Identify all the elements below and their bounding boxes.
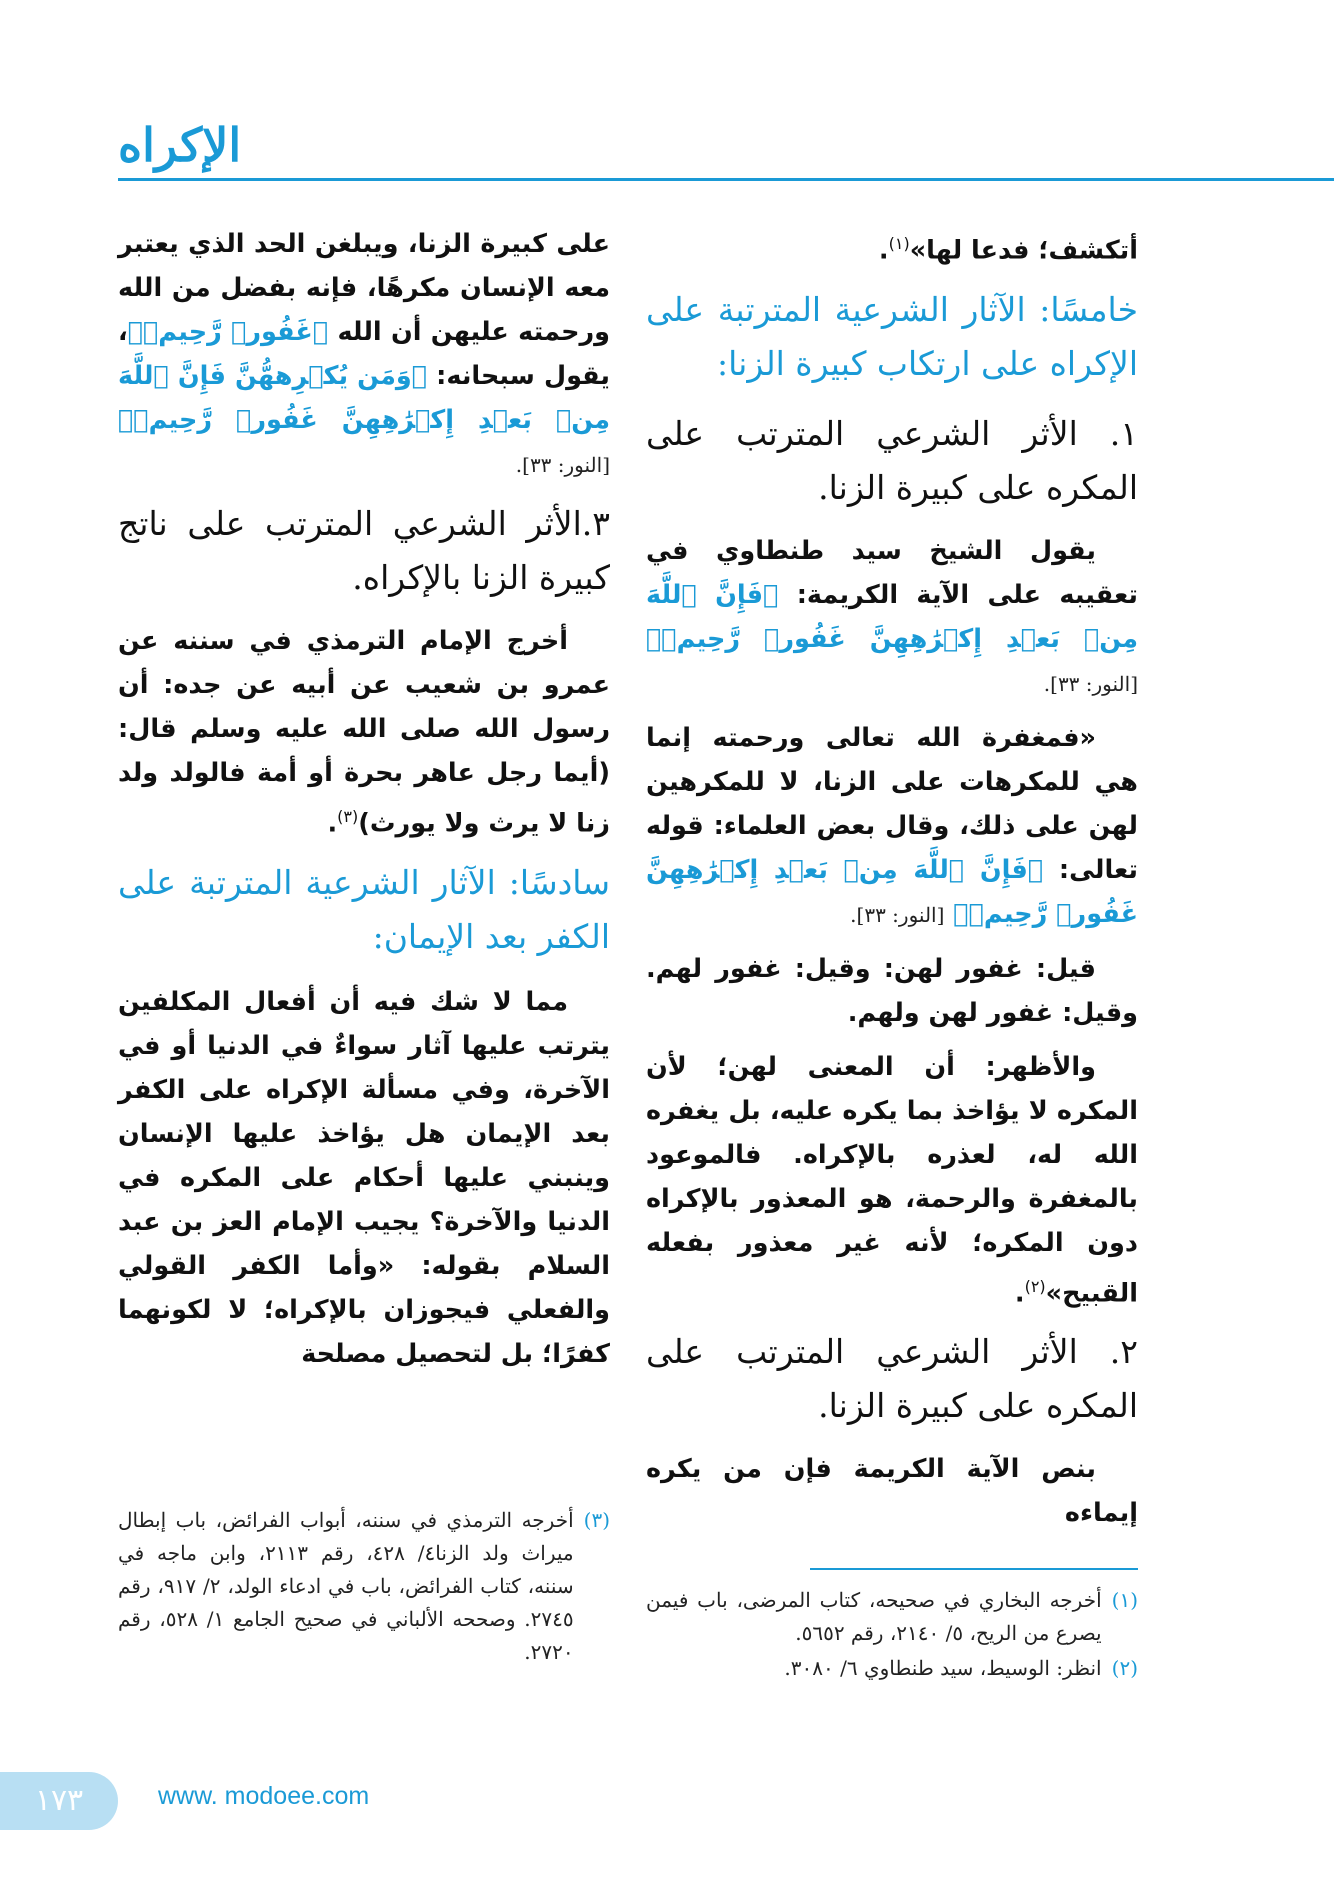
- footnote-item: [646, 1584, 1138, 1650]
- page-title: الإكراه: [118, 118, 242, 172]
- footnote-text: انظر: الوسيط، سيد طنطاوي ٦/ ٣٠٨٠.: [784, 1656, 1102, 1680]
- quran-verse: ﴿وَمَن يُكۡرِههُّنَّ فَإِنَّ ٱللَّهَ مِنۢ بَعۡدِ إِكۡرَٰهِهِنَّ غَفُورٞ رَّحِيمٞ﴾: [118, 361, 610, 435]
- footnote-number: (٣): [583, 1508, 610, 1532]
- header-divider: [118, 178, 1334, 181]
- subheading-1: ١. الأثر الشرعي المترتب على المكره على كبيرة الزنا.: [646, 413, 1138, 507]
- section-heading-5: خامسًا: الآثار الشرعية المترتبة على الإكراه على ارتكاب كبيرة الزنا:: [646, 289, 1138, 383]
- page-number: ١٧٣: [0, 1772, 118, 1830]
- subheading-2: ٢. الأثر الشرعي المترتب على المكره على كبيرة الزنا.: [646, 1332, 1138, 1425]
- paragraph: على كبيرة الزنا، ويبلغن الحد الذي يعتبر معه الإنسان مكرهًا، فإنه بفضل من الله ورحمته عليهن أن الله ﴿غَفُورٞ رَّحِيمٞ﴾، يقول سبحانه: ﴿وَمَن يُكۡرِههُّنَّ فَإِنَّ ٱللَّهَ مِنۢ بَعۡدِ إِكۡرَٰهِهِنَّ غَفُورٞ رَّحِيمٞ﴾ [النور: ٣٣].: [118, 229, 610, 477]
- quran-verse: ﴿فَإِنَّ ٱللَّهَ مِنۢ بَعۡدِ إِكۡرَٰهِهِنَّ غَفُورٞ رَّحِيمٞ﴾: [646, 854, 1138, 929]
- footnote-number: (١): [1111, 1588, 1138, 1612]
- left-column: [118, 222, 610, 1386]
- verse-reference: [النور: ٣٣].: [515, 453, 610, 477]
- paragraph: مما لا شك فيه أن أفعال المكلفين يترتب عليها آثار سواءٌ في الدنيا أو في الآخرة، وفي مسألة الإكراه على الكفر بعد الإيمان هل يؤاخذ عليها الإنسان وينبني عليها أحكام على المكره في الدنيا والآخرة؟ يجيب الإمام العز بن عبد السلام بقوله: «وأما الكفر القولي والفعلي فيجوزان بالإكراه؛ لا لكونهما كفرًا؛ بل لتحصيل مصلحة: [118, 986, 610, 1369]
- footnote-ref[interactable]: (٣): [337, 807, 359, 826]
- verse-reference: [النور: ٣٣].: [1043, 671, 1138, 696]
- verse-reference: [النور: ٣٣].: [850, 902, 945, 927]
- paragraph: أخرج الإمام الترمذي في سننه عن عمرو بن شعيب عن أبيه عن جده: أن رسول الله صلى الله عليه وسلم قال: (أيما رجل عاهر بحرة أو أمة فالولد ولد زنا لا يرث ولا يورث)$^{(٣)}$.: [118, 626, 610, 839]
- footnotes-left: [118, 1504, 610, 1671]
- paragraph: قيل: غفور لهن: وقيل: غفور لهم. وقيل: غفور لهن ولهم.: [646, 953, 1138, 1028]
- right-column: [646, 222, 1138, 1545]
- paragraph: بنص الآية الكريمة فإن من يكره إيماءه: [646, 1454, 1138, 1528]
- footnote-text: أخرجه البخاري في صحيحه، كتاب المرضى، باب فيمن يصرع من الريح، ٥/ ٢١٤٠، رقم ٥٦٥٢.: [646, 1588, 1102, 1645]
- website-link[interactable]: www. modoee.com: [158, 1782, 370, 1810]
- paragraph: يقول الشيخ سيد طنطاوي في تعقيبه على الآية الكريمة: ﴿فَإِنَّ ٱللَّهَ مِنۢ بَعۡدِ إِكۡرَٰهِهِنَّ غَفُورٞ رَّحِيمٞ﴾ [النور: ٣٣].: [646, 535, 1138, 696]
- paragraph: أتكشف؛ فدعا لها»$^{(١)}$.: [878, 234, 1138, 266]
- quran-verse: ﴿غَفُورٞ رَّحِيمٞ﴾: [127, 317, 329, 347]
- footnotes-right: [646, 1584, 1138, 1687]
- footnote-divider: [810, 1568, 1138, 1570]
- footnote-ref[interactable]: (٢): [1024, 1276, 1046, 1296]
- subheading-3: ٣.الأثر الشرعي المترتب على ناتج كبيرة الزنا بالإكراه.: [118, 504, 610, 597]
- footnote-text: أخرجه الترمذي في سننه، أبواب الفرائض، باب إبطال ميراث ولد الزنا٤/ ٤٢٨، رقم ٢١١٣، وابن ماجه في سننه، كتاب الفرائض، باب في ادعاء الولد، ٢/ ٩١٧، رقم ٢٧٤٥. وصححه الألباني في صحيح الجامع ١/ ٥٢٨، رقم ٢٧٢٠.: [118, 1508, 574, 1664]
- paragraph: «فمغفرة الله تعالى ورحمته إنما هي للمكرهات على الزنا، لا للمكرهين لهن على ذلك، وقال بعض العلماء: قوله تعالى: ﴿فَإِنَّ ٱللَّهَ مِنۢ بَعۡدِ إِكۡرَٰهِهِنَّ غَفُورٞ رَّحِيمٞ﴾ [النور: ٣٣].: [646, 722, 1138, 929]
- footnote-item: [646, 1652, 1138, 1685]
- footnote-ref[interactable]: (١): [888, 234, 910, 253]
- paragraph: والأظهر: أن المعنى لهن؛ لأن المكره لا يؤاخذ بما يكره عليه، بل يغفره الله له، لعذره بالإكراه. فالموعود بالمغفرة والرحمة، هو المعذور بالإكراه دون المكره؛ لأنه غير معذور بفعله القبيح»$^{(٢)}$.: [646, 1051, 1138, 1308]
- section-heading-6: سادسًا: الآثار الشرعية المترتبة على الكفر بعد الإيمان:: [118, 862, 610, 956]
- footnote-number: (٢): [1111, 1656, 1138, 1680]
- quran-verse: ﴿فَإِنَّ ٱللَّهَ مِنۢ بَعۡدِ إِكۡرَٰهِهِنَّ غَفُورٞ رَّحِيمٞ﴾: [646, 579, 1138, 654]
- footnote-item: [118, 1504, 610, 1669]
